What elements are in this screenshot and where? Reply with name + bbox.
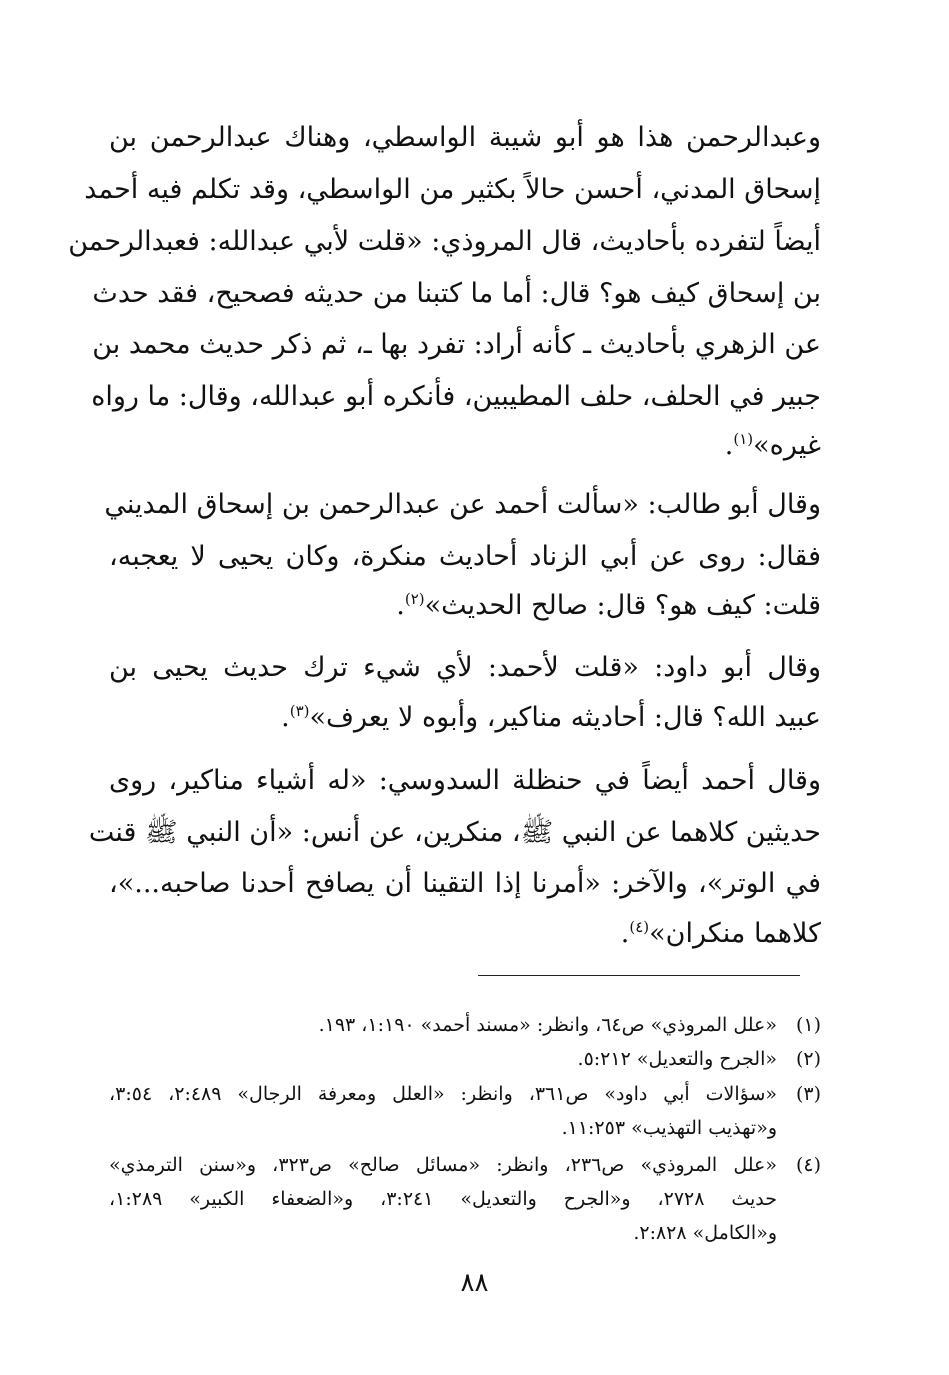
footnote-2 — [109, 1042, 821, 1076]
paragraph-1-line-3: أيضاً لتفرده بأحاديث، قال المروذي: «قلت لأبي عبدالله: فعبدالرحمن — [68, 226, 821, 257]
paragraph-2-period: . — [396, 590, 405, 621]
paragraph-3-period: . — [281, 702, 290, 733]
footnote-4-number: (٤) — [795, 1154, 821, 1176]
paragraph-4-line-3: في الوتر»، والآخر: «أمرنا إذا التقينا أن يصافح أحدنا صاحبه...»، — [109, 868, 821, 899]
footnote-4 — [109, 1148, 821, 1250]
page-number: ٨٨ — [460, 1268, 489, 1298]
footnote-2-text: «الجرح والتعديل» ٥:٢١٢. — [577, 1048, 777, 1070]
footnote-4-line-2: حديث ٢٧٢٨، و«الجرح والتعديل» ٣:٢٤١، و«الضعفاء الكبير» ١:٢٨٩، — [109, 1188, 778, 1210]
footnote-1-number: (١) — [795, 1014, 821, 1036]
paragraph-2-line-2: فقال: روى عن أبي الزناد أحاديث منكرة، وكان يحيى لا يعجبه، — [109, 541, 822, 572]
footnote-3-line-1: «سؤالات أبي داود» ص٣٦١، وانظر: «العلل ومعرفة الرجال» ٢:٤٨٩، ٣:٥٤، — [109, 1083, 778, 1105]
paragraph-1-line-5: عن الزهري بأحاديث ـ كأنه أراد: تفرد بها ـ، ثم ذكر حديث محمد بن — [92, 329, 821, 360]
paragraph-2-line-1: وقال أبو طالب: «سألت أحمد عن عبدالرحمن بن إسحاق المديني — [104, 489, 821, 520]
paragraph-1-line-1: وعبدالرحمن هذا هو أبو شيبة الواسطي، وهناك عبدالرحمن بن — [109, 122, 821, 153]
footnote-ref-4[interactable]: (٤) — [629, 918, 650, 936]
footnote-1 — [109, 1008, 821, 1042]
paragraph-3-line-2 — [281, 698, 821, 738]
footnote-2-number: (٢) — [795, 1048, 821, 1070]
paragraph-4-last-text: كلاهما منكران» — [649, 918, 821, 949]
paragraph-4-period: . — [620, 918, 630, 949]
paragraph-2-line-3 — [396, 586, 821, 626]
footnote-4-line-3: و«الكامل» ٢:٨٢٨. — [633, 1222, 777, 1244]
footnote-ref-3[interactable]: (٣) — [289, 702, 310, 720]
paragraph-4-line-1: وقال أحمد أيضاً في حنظلة السدوسي: «له أشياء مناكير، روى — [109, 765, 821, 796]
paragraph-1-period: . — [724, 430, 734, 461]
footnote-separator — [478, 975, 800, 976]
footnote-4-line-1: «علل المروذي» ص٢٣٦، وانظر: «مسائل صالح» ص٣٢٣، و«سنن الترمذي» — [109, 1154, 778, 1176]
paragraph-3-last-text: عبيد الله؟ قال: أحاديثه مناكير، وأبوه لا يعرف» — [309, 702, 821, 733]
footnote-3-line-2: و«تهذيب التهذيب» ١١:٢٥٣. — [561, 1117, 777, 1139]
paragraph-1-line-6: جبير في الحلف، حلف المطيبين، فأنكره أبو عبدالله، وقال: ما رواه — [91, 381, 821, 412]
footnote-3 — [109, 1077, 821, 1145]
footnote-3-number: (٣) — [795, 1083, 821, 1105]
footnote-ref-1[interactable]: (١) — [733, 430, 754, 448]
footnote-1-text: «علل المروذي» ص٦٤، وانظر: «مسند أحمد» ١:١٩٠، ١٩٣. — [318, 1014, 777, 1036]
paragraph-1-line-4: بن إسحاق كيف هو؟ قال: أما ما كتبنا من حديثه فصحيح، فقد حدث — [92, 278, 821, 309]
paragraph-4-line-4 — [621, 914, 821, 954]
paragraph-2-last-text: قلت: كيف هو؟ قال: صالح الحديث» — [424, 590, 821, 621]
paragraph-3-line-1: وقال أبو داود: «قلت لأحمد: لأي شيء ترك حديث يحيى بن — [109, 652, 821, 683]
paragraph-1-line-2: إسحاق المدني، أحسن حالاً بكثير من الواسطي، وقد تكلم فيه أحمد — [84, 174, 821, 205]
paragraph-1-last-text: غيره» — [753, 430, 821, 461]
footnote-ref-2[interactable]: (٢) — [404, 590, 425, 608]
paragraph-1-line-7 — [725, 426, 821, 466]
paragraph-4-line-2: حديثين كلاهما عن النبي ﷺ، منكرين، عن أنس: «أن النبي ﷺ قنت — [88, 817, 821, 848]
